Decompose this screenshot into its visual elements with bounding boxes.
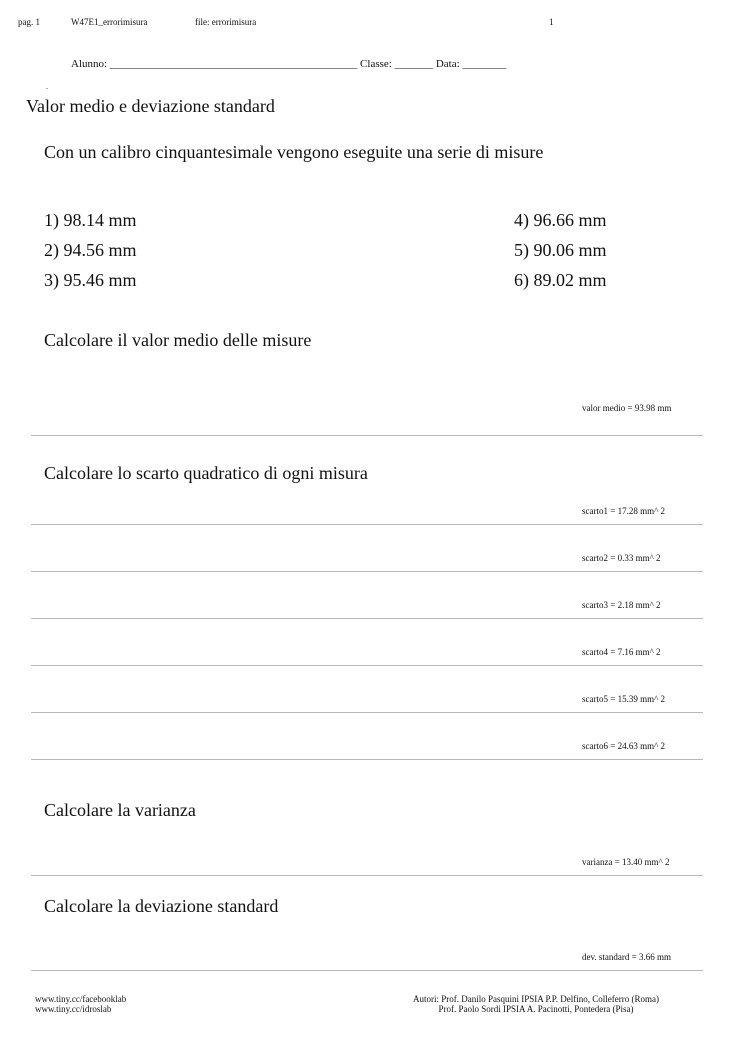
footer-authors-line-2: Prof. Paolo Sordi IPSIA A. Pacinotti, Pontedera (Pisa) <box>438 1004 634 1014</box>
answer-mean: valor medio = 93.98 mm <box>582 403 672 413</box>
divider <box>31 618 703 619</box>
page-label: pag. 1 <box>18 17 40 27</box>
measure-1: 1) 98.14 mm <box>44 210 137 230</box>
student-info-line: Alunno: _____________________________________________ Classe: _______ Data: ________ <box>71 58 507 70</box>
measure-5: 5) 90.06 mm <box>514 240 607 260</box>
answer-scarto-4: scarto4 = 7.16 mm^ 2 <box>582 647 661 657</box>
divider <box>31 970 703 971</box>
question-scarto: Calcolare lo scarto quadratico di ogni misura <box>44 463 368 483</box>
measure-4: 4) 96.66 mm <box>514 210 607 230</box>
answer-scarto-5: scarto5 = 15.39 mm^ 2 <box>582 694 666 704</box>
answer-scarto-1: scarto1 = 17.28 mm^ 2 <box>582 506 666 516</box>
page-title: Valor medio e deviazione standard <box>26 96 275 116</box>
measure-2: 2) 94.56 mm <box>44 240 137 260</box>
answer-deviazione: dev. standard = 3.66 mm <box>582 952 671 962</box>
answer-varianza: varianza = 13.40 mm^ 2 <box>582 857 670 867</box>
footer-link-facebook[interactable]: www.tiny.cc/facebooklab <box>35 994 127 1004</box>
intro-text: Con un calibro cinquantesimale vengono eseguite una serie di misure <box>44 142 544 162</box>
divider <box>31 435 703 436</box>
divider <box>31 524 703 525</box>
measure-6: 6) 89.02 mm <box>514 270 607 290</box>
document-code: W47E1_errorimisura <box>71 17 148 27</box>
page-number: 1 <box>549 17 554 27</box>
question-varianza: Calcolare la varianza <box>44 800 196 820</box>
footer-link-idroslab[interactable]: www.tiny.cc/idroslab <box>35 1004 112 1014</box>
measure-3: 3) 95.46 mm <box>44 270 137 290</box>
file-name: file: errorimisura <box>195 17 257 27</box>
answer-scarto-3: scarto3 = 2.18 mm^ 2 <box>582 600 661 610</box>
stray-dot: . <box>46 82 48 91</box>
divider <box>31 571 703 572</box>
footer-links <box>35 994 126 1014</box>
footer-authors-line-1: Autori: Prof. Danilo Pasquini IPSIA P.P. Delfino, Colleferro (Roma) <box>413 994 659 1004</box>
divider <box>31 665 703 666</box>
answer-scarto-2: scarto2 = 0.33 mm^ 2 <box>582 553 661 563</box>
footer-authors <box>400 994 672 1014</box>
question-deviazione: Calcolare la deviazione standard <box>44 896 279 916</box>
answer-scarto-6: scarto6 = 24.63 mm^ 2 <box>582 741 666 751</box>
divider <box>31 712 703 713</box>
divider <box>31 759 703 760</box>
divider <box>31 875 703 876</box>
question-mean: Calcolare il valor medio delle misure <box>44 330 312 350</box>
